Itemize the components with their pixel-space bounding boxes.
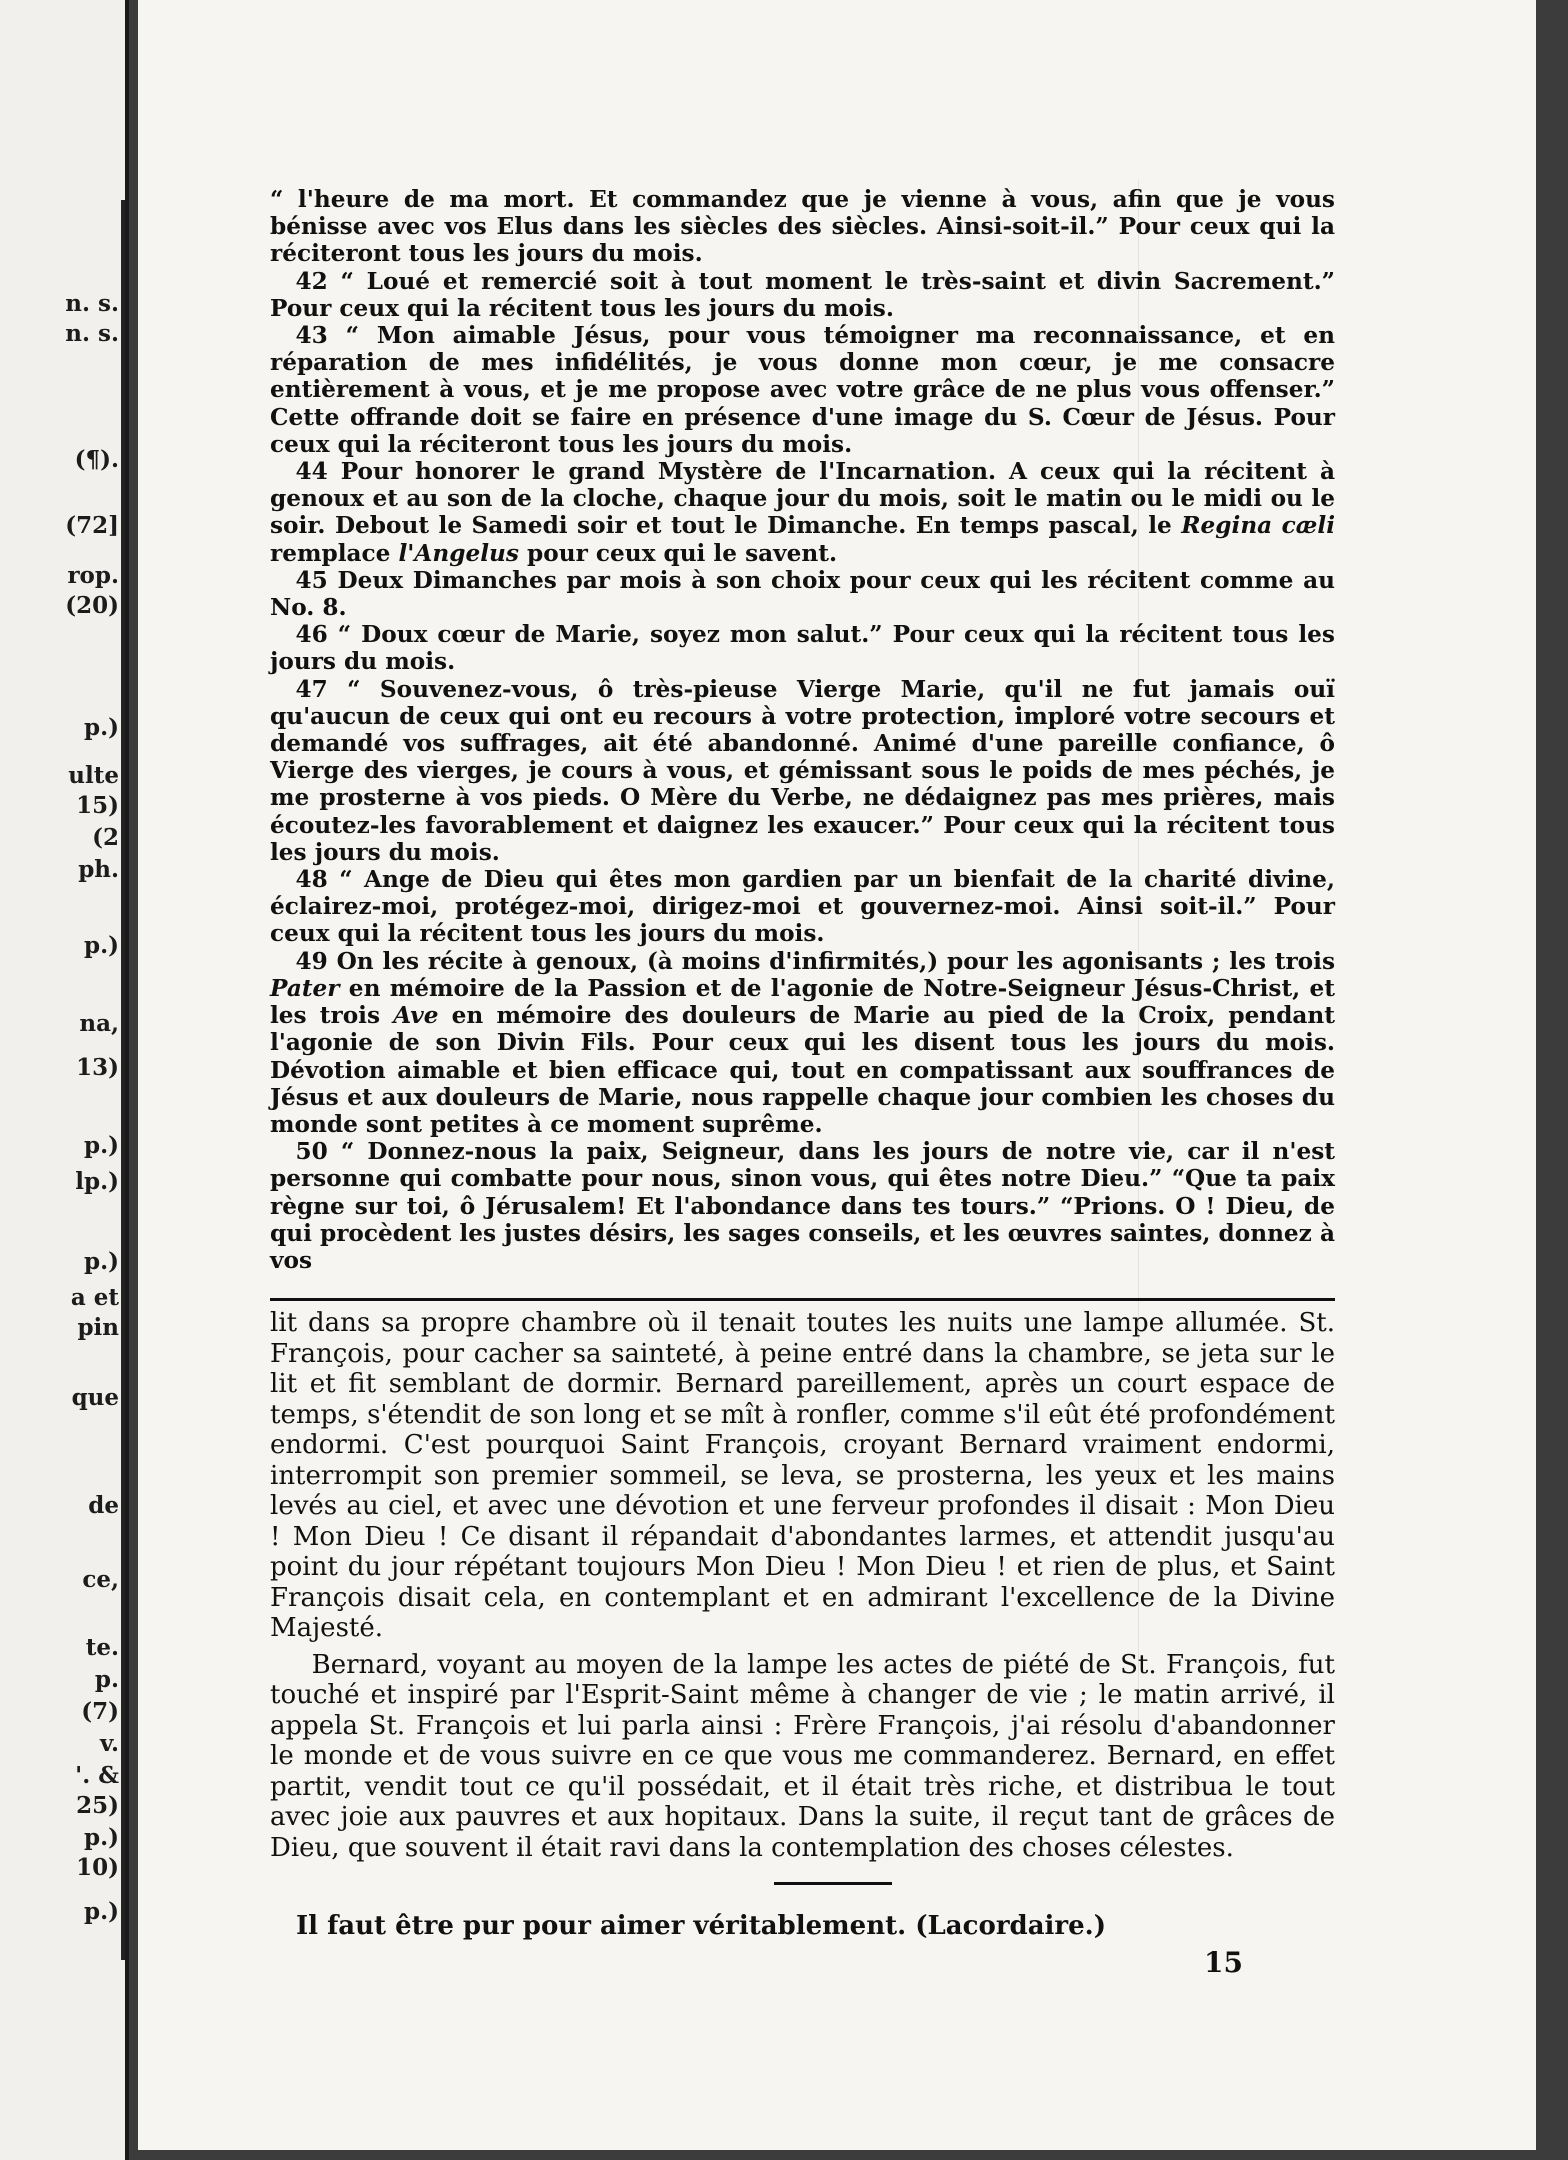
facing-text-fragment: pin (77, 1314, 119, 1341)
narrative-paragraph: Bernard, voyant au moyen de la lampe les actes de piété de St. François, fut touché et inspiré par l'Esprit-Saint même à changer de vie ; le matin arrivé, il appela St. François et lui parla ainsi : Frère François, j'ai résolu d'abandonner le monde et de vous suivre en ce que vous me commanderez. Bernard, en effet partit, vendit tout ce qu'il possédait, et il était très riche, et distribua le tout avec joie aux pauvres et aux hopitaux. Dans la suite, il reçut tant de grâces de Dieu, que souvent il était ravi dans la contemplation des choses célestes. (270, 1649, 1335, 1863)
note-44 (270, 458, 1335, 567)
section-divider (270, 1298, 1335, 1301)
facing-text-fragment: 25) (76, 1792, 119, 1819)
note-text: pour ceux qui le savent. (518, 539, 838, 567)
facing-text-fragment: p.) (84, 1132, 119, 1159)
note-50: 50 “ Donnez-nous la paix, Seigneur, dans les jours de notre vie, car il n'est personne qui combatte pour nous, sinon vous, qui êtes notre Dieu.” “Que ta paix règne sur toi, ô Jérusalem! Et l'abondance dans tes tours.” “Prions. O ! Dieu, de qui procèdent les justes désirs, les sages conseils, et les œuvres saintes, donnez à vos (270, 1138, 1335, 1274)
facing-text-fragment: (7) (81, 1698, 119, 1725)
facing-text-fragment: p.) (84, 932, 119, 959)
narrative-paragraph: lit dans sa propre chambre où il tenait toutes les nuits une lampe allumée. St. François, pour cacher sa sainteté, à peine entré dans la chambre, se jeta sur le lit et fit semblant de dormir. Bernard pareillement, après un court espace de temps, s'étendit de son long et se mît à ronfler, comme s'il eût été profondément endormi. C'est pourquoi Saint François, croyant Bernard vraiment endormi, interrompit son premier sommeil, se leva, se prosterna, les yeux et les mains levés au ciel, et avec une dévotion et une ferveur profondes il disait : Mon Dieu ! Mon Dieu ! Ce disant il répandait d'abondantes larmes, et attendit jusqu'au point du jour répétant toujours Mon Dieu ! Mon Dieu ! et rien de plus, et Saint François disait cela, en contemplant et en admirant l'excellence de la Divine Majesté. (270, 1308, 1335, 1643)
facing-text-fragment: te. (85, 1634, 119, 1661)
facing-text-fragment: ce, (82, 1566, 119, 1593)
facing-text-fragment: rop. (67, 562, 119, 589)
note-lead-quote: “ (270, 186, 298, 213)
closing-maxim: Il faut être pur pour aimer véritablement. (Lacordaire.) (296, 1911, 1107, 1941)
note-text: en mémoire de la Passion et de l'agonie de Notre-Seigneur Jésus-Christ, et les trois (270, 974, 1335, 1030)
facing-text-fragment: que (71, 1384, 119, 1411)
facing-text-fragment: p.) (84, 1898, 119, 1925)
note-48: 48 “ Ange de Dieu qui êtes mon gardien par un bienfait de la charité divine, éclairez-moi, protégez-moi, dirigez-moi et gouvernez-moi. Ainsi soit-il.” Pour ceux qui la récitent tous les jours du mois. (270, 866, 1335, 948)
book-page (138, 0, 1536, 2150)
note-text: en mémoire des douleurs de Marie au pied de la Croix, pendant l'agonie de son Divin Fils. Pour ceux qui les disent tous les jours du mois. Dévotion aimable et bien efficace qui, tout en compatissant aux souffrances de Jésus et aux douleurs de Marie, nous rappelle chaque jour combien les choses du monde sont petites à ce moment suprême. (270, 1002, 1335, 1138)
note-italic-title: Regina cæli (1181, 512, 1336, 540)
indulgence-notes (270, 186, 1335, 1274)
facing-text-fragment: (¶). (74, 446, 119, 473)
note-47: 47 “ Souvenez-vous, ô très-pieuse Vierge Marie, qu'il ne fut jamais ouï qu'aucun de ceux qui ont eu recours à votre protection, imploré votre secours et demandé vos suffrages, ait été abandonné. Animé d'une pareille confiance, ô Vierge des vierges, je cours à vous, et gémissant sous le poids de mes péchés, je me prosterne à vos pieds. O Mère du Verbe, ne dédaignez pas mes prières, mais écoutez-les favorablement et daignez les exaucer.” Pour ceux qui la récitent tous les jours du mois. (270, 675, 1335, 866)
facing-text-fragment: n. s. (65, 320, 119, 347)
facing-text-fragment: n. s. (65, 290, 119, 317)
facing-page-column-rule (121, 200, 125, 1960)
facing-text-fragment: 10) (76, 1854, 119, 1881)
facing-page-fragment (0, 0, 129, 2160)
note-italic-title: Pater (270, 974, 340, 1002)
facing-text-fragment: (2 (92, 824, 119, 851)
facing-text-fragment: lp.) (75, 1168, 119, 1195)
facing-text-fragment: (72] (65, 512, 119, 539)
facing-text-fragment: p. (94, 1666, 119, 1693)
facing-text-fragment: 13) (76, 1054, 119, 1081)
facing-text-fragment: p.) (84, 714, 119, 741)
note-italic-title: Ave (393, 1002, 439, 1030)
facing-text-fragment: na, (79, 1010, 119, 1037)
facing-text-fragment: v. (99, 1730, 119, 1757)
facing-text-fragment: p.) (84, 1248, 119, 1275)
note-italic-title: l'Angelus (398, 539, 519, 567)
note-text: remplace (270, 539, 399, 567)
facing-text-fragment: de (88, 1492, 119, 1519)
facing-text-fragment: ulte (68, 762, 119, 789)
ornamental-rule (774, 1882, 892, 1885)
facing-text-fragment: p.) (84, 1824, 119, 1851)
note-49 (270, 948, 1335, 1138)
note-45: 45 Deux Dimanches par mois à son choix pour ceux qui les récitent comme au No. 8. (270, 566, 1335, 622)
note-42: 42 “ Loué et remercié soit à tout moment le très-saint et divin Sacrement.” Pour ceux qui la récitent tous les jours du mois. (270, 267, 1335, 322)
facing-text-fragment: a et (70, 1284, 119, 1311)
facing-text-fragment: 15) (76, 792, 119, 819)
facing-text-fragment: ph. (78, 856, 119, 883)
note-text: 49 On les récite à genoux, (à moins d'infirmités,) pour les agonisants ; les trois (295, 947, 1335, 975)
note-text: 44 Pour honorer le grand Mystère de l'Incarnation. A ceux qui la récitent à genoux et au son de la cloche, chaque jour du mois, soit le matin ou le midi ou le soir. Debout le Samedi soir et tout le Dimanche. En temps pascal, le (270, 458, 1335, 540)
facing-text-fragment: '. & (75, 1762, 119, 1789)
note-43: 43 “ Mon aimable Jésus, pour vous témoigner ma reconnaissance, et en réparation de mes infidélités, je vous donne mon cœur, je me consacre entièrement à vous, et je me propose avec votre grâce de ne plus vous offenser.” Cette offrande doit se faire en présence d'une image du S. Cœur de Jésus. Pour ceux qui la réciteront tous les jours du mois. (270, 322, 1335, 458)
facing-text-fragment: (20) (65, 592, 119, 619)
note-46: 46 “ Doux cœur de Marie, soyez mon salut.” Pour ceux qui la récitent tous les jours du mois. (270, 621, 1335, 676)
note-41-continued (270, 186, 1335, 268)
saint-francis-narrative (270, 1308, 1335, 1863)
note-text: l'heure de ma mort. Et commandez que je vienne à vous, afin que je vous bénisse avec vos Elus dans les siècles des siècles. Ainsi-soit-il.” Pour ceux qui la réciteront tous les jours du mois. (270, 186, 1335, 268)
page-number: 15 (1204, 1946, 1243, 1979)
